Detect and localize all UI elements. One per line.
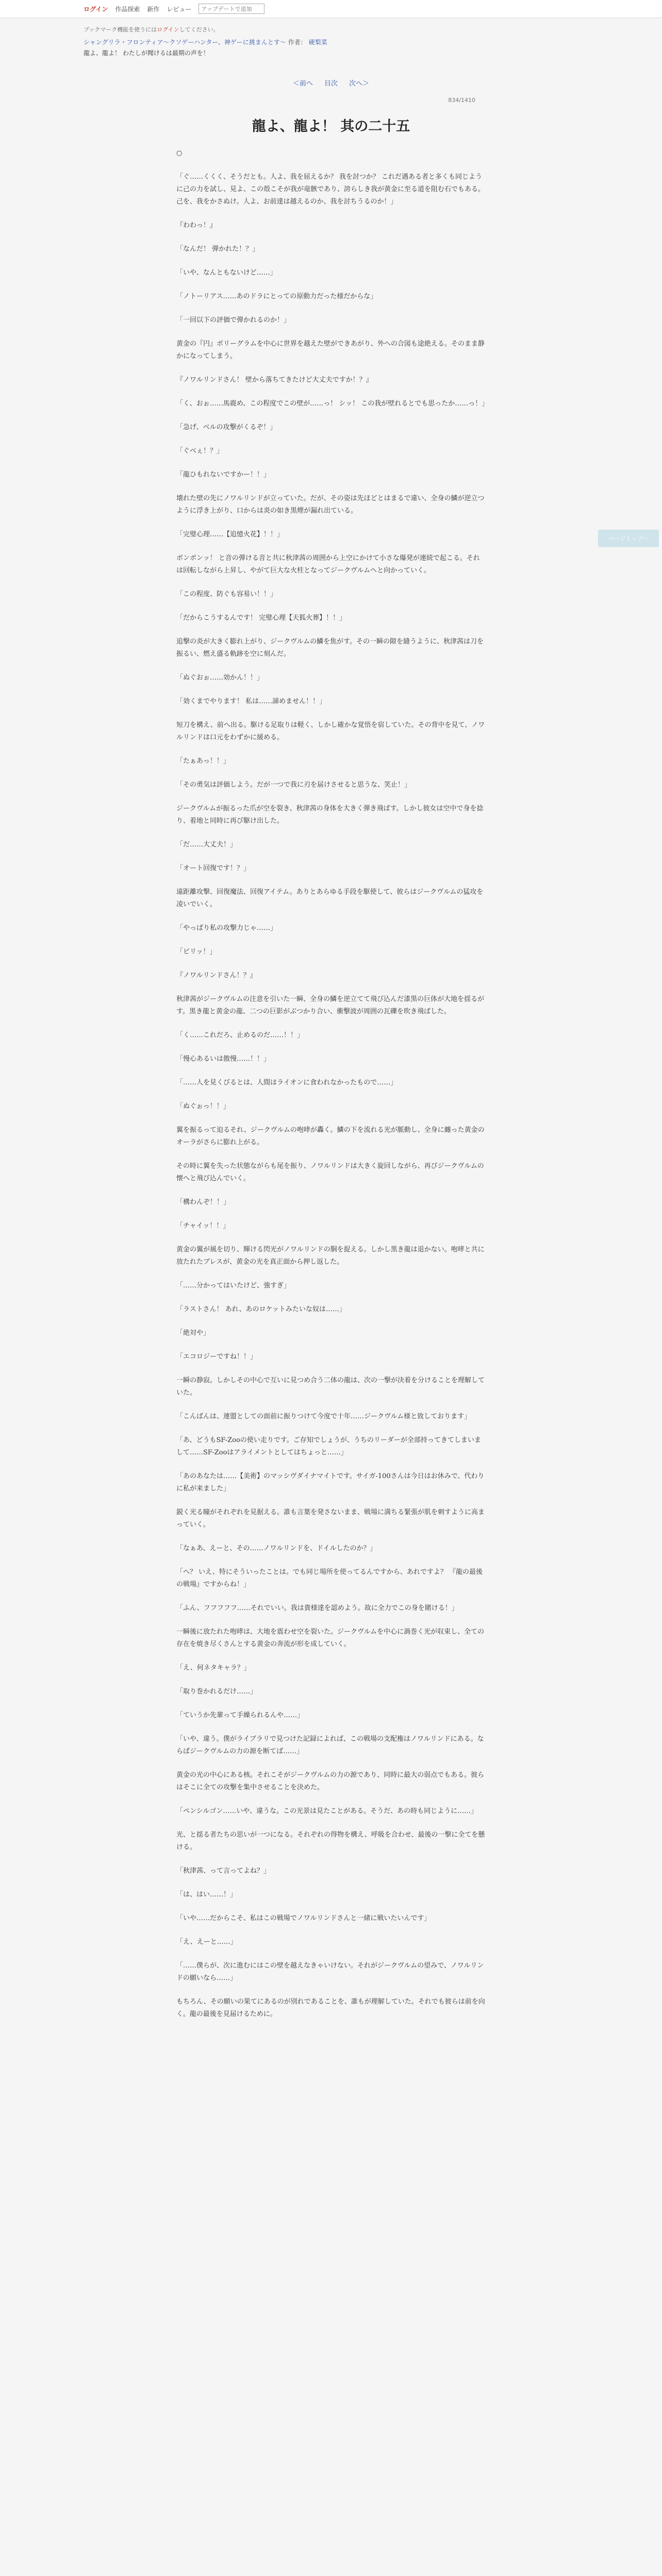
chapter-title: 龍よ、龍よ！ 其の二十五 <box>252 118 410 134</box>
author-label: 作者： <box>288 39 307 46</box>
novel-paragraph: 黄金の翼が風を切り、輝ける閃光がノワルリンドの胴を捉える。しかし黒き龍は退かない。咆哮と共に放たれたブレスが、黄金の光を真正面から押し返した。 <box>176 1246 485 1266</box>
bookmark-notice-pre: ブックマーク機能を使うには <box>84 26 157 33</box>
novel-paragraph: 短刀を構え、前へ出る。駆ける足取りは軽く、しかし確かな覚悟を宿していた。その背中を見て、ノワルリンドは口元をわずかに緩める。 <box>176 721 485 741</box>
novel-paragraph: 「たぁあっ！！」 <box>176 757 230 765</box>
novel-paragraph: 「こんばんは、連盟としての面前に振りつけて今度で十年……ジークヴルム様と致しております」 <box>176 1413 471 1420</box>
novel-paragraph: 「急げ、ベルの攻撃がくるぞ！」 <box>176 423 277 431</box>
novel-paragraph: 「ノトーリアス……あのドラにとっての原動力だった様だからな」 <box>176 293 377 300</box>
novel-paragraph: 「へ？ いえ、特にそういったことは。でも同じ場所を使ってるんですから、あれですよ？ 『龍の最後の戦場』ですからね！」 <box>176 1568 483 1588</box>
novel-paragraph: 鋭く光る瞳がそれぞれを見据える。誰も言葉を発さないまま、戦場に満ちる緊張が肌を刺すように高まっていく。 <box>176 1509 485 1529</box>
novel-paragraph: 翼を振るって迫るそれ、ジークヴルムの咆哮が轟く。鱗の下を流れる光が脈動し、全身に纏った黄金のオーラがさらに膨れ上がる。 <box>176 1126 485 1146</box>
novel-paragraph: 「く、おぉ……馬鹿め、この程度でこの壁が……っ！ シッ！ この我が壁れるとでも思ったか……っ！」 <box>176 400 489 408</box>
bookmark-notice-post: してください。 <box>179 26 219 33</box>
novel-paragraph: 「構わんぞ！！」 <box>176 1198 230 1206</box>
novel-paragraph: 遠距離攻撃、回復魔法、回復アイテム。ありとあらゆる手段を駆使して、彼らはジークヴルムの猛攻を凌いでいく。 <box>176 888 484 908</box>
series-subtitle: 龍よ、龍よ！ わたしが聞けるは最期の声を！ <box>84 49 209 57</box>
table-of-contents-link[interactable]: 目次 <box>324 80 338 88</box>
chapter-navigation <box>84 78 578 88</box>
novel-paragraph: 「……人を見くびるとは、人間はライオンに食われなかったもので……」 <box>176 1079 398 1087</box>
search-input[interactable] <box>198 4 264 14</box>
series-title-link[interactable]: シャングリラ・フロンティア〜クソゲーハンター、神ゲーに挑まんとす〜 <box>84 39 286 46</box>
novel-paragraph: 「ぐ……くくく、そうだとも。人よ、我を屈えるか？ 我を討つか？ これだ遇ある者と多くも同じように己の力を試し、見よ、この殻こそが我が竜骸であり、誇らしき我が黄金に至る道を阻む石でもある。己を、我をかさぬけ。人よ、お前達は越えるのか、我を討ちうるのか！」 <box>176 173 485 206</box>
novel-paragraph: 「慢心あるいは傲慢……！！」 <box>176 1055 271 1063</box>
author-link[interactable]: 硬梨菜 <box>308 39 327 46</box>
novel-paragraph: 「いや、なんともないけど……」 <box>176 269 277 277</box>
novel-paragraph: 「え、何ネタキャラ？」 <box>176 1664 251 1672</box>
novel-paragraph: 「ふん、フフフフフ……それでいい。我は貴様達を認めよう。故に全力でこの身を賭ける！」 <box>176 1604 458 1612</box>
novel-paragraph: 黄金の光の中心にある核。それこそがジークヴルムの力の源であり、同時に最大の弱点でもある。彼らはそこに全ての攻撃を集中させることを決めた。 <box>176 1771 485 1791</box>
novel-paragraph: 秋津茜がジークヴルムの注意を引いた一瞬、全身の鱗を逆立てて飛び込んだ漆黒の巨体が大地を揺るがす。黒き龍と黄金の龍、二つの巨影がぶつかり合い、衝撃波が周囲の瓦礫を吹き飛ばした。 <box>176 995 485 1015</box>
novel-paragraph: ボンボンッ！ と音の弾ける音と共に秋津茜の周囲から上空にかけて小さな爆発が連続で起こる。それは回転しながら上昇し、やがて巨大な火柱となってジークヴルムへと向かっていく。 <box>176 554 480 574</box>
novel-paragraph: 「……僕らが、次に進むにはこの壁を越えなきゃいけない。それがジークヴルムの望みで、ノワルリンドの願いなら……」 <box>176 1962 484 1982</box>
novel-paragraph: 「だからこうするんです！ 完璧心理【天狐火葬】！！」 <box>176 614 346 622</box>
novel-paragraph: 「エコロジーですね！！」 <box>176 1353 257 1361</box>
novel-paragraph: 「……分かってはいたけど、強すぎ」 <box>176 1282 291 1290</box>
novel-paragraph: 「オート回復です！？」 <box>176 865 251 872</box>
bookmark-login-link[interactable]: ログイン <box>157 26 179 33</box>
novel-paragraph: 一瞬後に放たれた咆哮は、大地を震わせ空を裂いた。ジークヴルムを中心に渦巻く光が収束し、全ての存在を焼き尽くさんとする黄金の奔流が形を成していく。 <box>176 1628 485 1648</box>
novel-paragraph: 「やっぱり私の攻撃力じゃ……」 <box>176 924 277 932</box>
novel-paragraph: 「ぐべぇ！？」 <box>176 447 224 455</box>
nav-link-review[interactable]: レビュー <box>167 5 192 13</box>
novel-paragraph: 一瞬の静寂。しかしその中心で互いに見つめ合う二体の龍は、次の一撃が決着を分けることを理解していた。 <box>176 1377 485 1397</box>
novel-paragraph: 「龍ひもれないですかー！！」 <box>176 471 271 479</box>
novel-paragraph: 「チャイッ！！」 <box>176 1222 230 1230</box>
novel-paragraph: 「え、えーと……」 <box>176 1938 237 1946</box>
novel-paragraph: 「なぁあ、えーと、その……ノワルリンドを、ドイルしたのか？」 <box>176 1545 377 1552</box>
page-top-button[interactable]: ページトップへ <box>598 530 659 547</box>
novel-paragraph: 『ノワルリンドさん！ 壁から落ちてきたけど大丈夫ですか！？』 <box>176 376 373 384</box>
novel-paragraph: その時に翼を失った状態ながらも尾を振り、ノワルリンドは大きく旋回しながら、再びジークヴルムの懐へと飛び込んでいく。 <box>176 1162 484 1182</box>
novel-paragraph: 「一回以下の評価で弾かれるのか！」 <box>176 316 291 324</box>
page-count: 834/1410 <box>448 97 475 104</box>
novel-paragraph: 「は、はい……！」 <box>176 1891 237 1899</box>
novel-paragraph: 「ていうか先輩って手繰られるんや……」 <box>176 1711 304 1719</box>
top-navigation-bar <box>0 0 662 18</box>
novel-paragraph: 「効くまでやります！ 私は……諦めません！！」 <box>176 698 326 705</box>
novel-paragraph: 「あのあなたは……【美術】のマッシヴダイナマイトです。サイガ-100さんは今日はお休みで、代わりに私が来ました」 <box>176 1472 485 1493</box>
novel-paragraph: 「ペンシルゴン……いや、違うな。この光景は見たことがある。そうだ、あの時も同じように……」 <box>176 1807 478 1815</box>
novel-paragraph: 「く……これだろ、止めるのだ……！！」 <box>176 1031 304 1039</box>
novel-paragraph: 光、と揺る者たちの思いが一つになる。それぞれの得物を構え、呼吸を合わせ、最後の一撃に全てを懸ける。 <box>176 1831 485 1851</box>
novel-paragraph: 「なんだ！ 弾かれた！？」 <box>176 245 259 253</box>
novel-paragraph: 「あ、どうもSF-Zooの使い走りです。ご存知でしょうが、うちのリーダーが全部持ってきてしまいまして……SF-Zooはアライメントとしてはちょっと……」 <box>176 1436 481 1456</box>
novel-paragraph: 「秋津茜、って言ってよね？」 <box>176 1867 271 1875</box>
novel-paragraph: 「ビリッ！」 <box>176 948 217 956</box>
novel-paragraph: 黄金の『円』ボリーグラムを中心に世界を越えた壁ができあがり、外への合図も途絶える。そのまま静かになってしまう。 <box>176 340 485 360</box>
novel-paragraph: 『わわっ！』 <box>176 222 217 229</box>
novel-paragraph: ○ <box>176 149 183 157</box>
breadcrumb <box>84 38 578 46</box>
bookmark-notice <box>84 25 578 33</box>
novel-paragraph: 「ラストさん！ あれ、あのロケットみたいな奴は……」 <box>176 1306 346 1313</box>
top-navigation-inner <box>84 4 578 14</box>
novel-paragraph: 「だ……大丈夫！」 <box>176 841 237 849</box>
novel-paragraph: 『ノワルリンドさん！？』 <box>176 972 257 979</box>
novel-paragraph: 「ぬぐぉっ！！」 <box>176 1103 230 1110</box>
novel-paragraph: 「完璧心理……【追憶火花】！！」 <box>176 531 284 538</box>
nav-link-explore[interactable]: 作品探索 <box>115 5 140 13</box>
novel-paragraph: 「いや、違う。僕がライブラリで見つけた記録によれば、この戦場の支配権はノワルリンドにある。ならばジークヴルムの力の源を断てば……」 <box>176 1735 484 1755</box>
prev-chapter-link[interactable]: ＜前へ <box>292 80 313 88</box>
novel-paragraph: もちろん、その願いの果てにあるのが別れであることを、誰もが理解していた。それでも彼らは前を向く。龍の最後を見届けるために。 <box>176 1998 485 2018</box>
novel-paragraph: 追撃の炎が大きく膨れ上がり、ジークヴルムの鱗を焦がす。その一瞬の隙を縫うように、秋津茜は刀を振るい、燃え盛る軌跡を空に刻んだ。 <box>176 638 484 658</box>
novel-paragraph: 「絶対や」 <box>176 1329 210 1337</box>
novel-paragraph: 「いや……だからこそ、私はこの戦場でノワルリンドさんと一緒に戦いたいんです」 <box>176 1914 431 1922</box>
novel-paragraph: ジークヴルムが振るった爪が空を裂き、秋津茜の身体を大きく弾き飛ばす。しかし彼女は空中で身を捻り、着地と同時に再び駆け出した。 <box>176 805 484 825</box>
main-wrapper <box>84 25 578 2021</box>
novel-paragraph: 「この程度、防ぐも容易い！！」 <box>176 590 277 598</box>
novel-paragraph: 壊れた壁の先にノワルリンドが立っていた。だが、その姿は先ほどとはまるで違い、全身の鱗が逆立つように浮き上がり、口からは炎の如き黒煙が漏れ出ている。 <box>176 495 485 515</box>
novel-body <box>176 147 489 2021</box>
novel-paragraph: 「その勇気は評価しよう。だが一つで我に刃を届けさせると思うな、笑止！」 <box>176 781 411 789</box>
login-link[interactable]: ログイン <box>84 5 108 13</box>
novel-paragraph: 「取り巻かれるだけ……」 <box>176 1688 257 1696</box>
novel-paragraph: 「ぬぐおぉ……効かん！！」 <box>176 674 264 682</box>
next-chapter-link[interactable]: 次へ＞ <box>349 80 370 88</box>
nav-link-new[interactable]: 新作 <box>147 5 160 13</box>
